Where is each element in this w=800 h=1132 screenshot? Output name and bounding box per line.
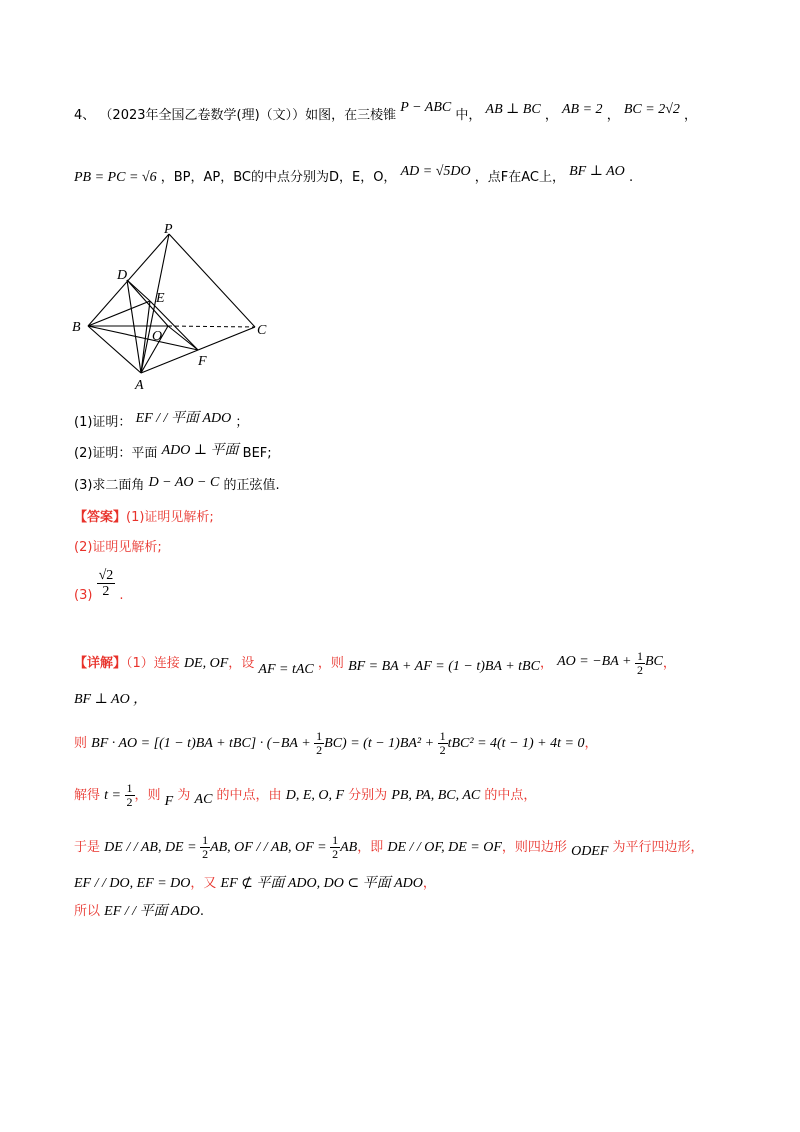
detail-line-3: 则 BF · AO = [(1 − t)BA + tBC] · (−BA + $\frac{1}{2}$ BC) = (t − 1)BA² + $\frac{1}{2}$ tBC² = 4(t − 1) + 4t = 0， xyxy=(74,729,598,757)
label-p: P xyxy=(164,222,173,237)
question-1: (1)证明： EF / / 平面 ADO ； xyxy=(74,411,249,430)
answer-line-2: (2)证明见解析; xyxy=(74,540,162,555)
detail-tag: 【详解】 xyxy=(74,656,127,671)
math-ad-eq: AD = √5DO xyxy=(400,164,471,179)
math-bf-perp-ao: BF ⊥ AO xyxy=(569,164,625,179)
detail-line-7: 所以 EF / / 平面 ADO. xyxy=(74,904,204,919)
detail-line-4: 解得 t = $\frac{1}{2}$ ，则 F 为 AC 的中点，由 D, E, O, F 分别为 PB, PA, BC, AC 的中点， xyxy=(74,781,537,809)
label-c: C xyxy=(257,323,267,338)
answer-line-1: 【答案】(1)证明见解析; xyxy=(74,510,214,525)
question-2: (2)证明：平面 ADO ⊥ 平面 BEF; xyxy=(74,443,272,461)
label-b: B xyxy=(72,320,81,335)
detail-line-6: EF / / DO, EF = DO，又 EF ⊄ 平面 ADO, DO ⊂ 平面 ADO， xyxy=(74,876,436,891)
math-tetrahedron: P − ABC xyxy=(400,100,452,115)
problem-line-1: 4、 （2023年全国乙卷数学(理)（文））如图，在三棱锥 P − ABC 中， AB ⊥ BC ， AB = 2 ， BC = 2√2 ， xyxy=(74,100,698,123)
answer-line-3: (3) $\frac{√2}{2}$ . xyxy=(74,568,124,603)
math-pb-pc: PB = PC = √6 xyxy=(74,170,157,185)
label-a: A xyxy=(135,378,144,393)
problem-source: （2023年全国乙卷数学(理)（文））如图，在三棱锥 xyxy=(99,108,397,123)
problem-line-2: PB = PC = √6 ，BP，AP，BC的中点分别为D，E，O， AD = √5DO ，点F在AC上， BF ⊥ AO . xyxy=(74,164,634,185)
label-f: F xyxy=(198,354,207,369)
tetrahedron-figure xyxy=(66,218,286,396)
math-ab-perp-bc: AB ⊥ BC xyxy=(485,102,541,117)
problem-number: 4、 xyxy=(74,108,96,123)
detail-line-5: 于是 DE / / AB, DE = $\frac{1}{2}$ AB, OF / / AB, OF = $\frac{1}{2}$ AB，即 DE / / OF, DE = OF，则四边形 ODEF 为平行四边形， xyxy=(74,833,704,861)
label-o: O xyxy=(152,329,163,344)
detail-line-2: BF ⊥ AO ， xyxy=(74,692,148,707)
label-d: D xyxy=(117,268,128,283)
question-3: (3)求二面角 D − AO − C 的正弦值. xyxy=(74,475,280,493)
detail-line-1: 【详解】（1）连接 DE, OF，设 AF = tAC ，则 BF = BA + AF = (1 − t)BA + tBC， AO = −BA + $\frac{1}{2}$ BC， xyxy=(74,649,676,677)
math-bc-eq: BC = 2√2 xyxy=(623,102,680,117)
math-ab-eq: AB = 2 xyxy=(562,102,603,117)
answer-3-fraction: $\frac{√2}{2}$ xyxy=(98,568,114,599)
label-e: E xyxy=(156,291,165,306)
answer-tag: 【答案】 xyxy=(74,510,127,525)
